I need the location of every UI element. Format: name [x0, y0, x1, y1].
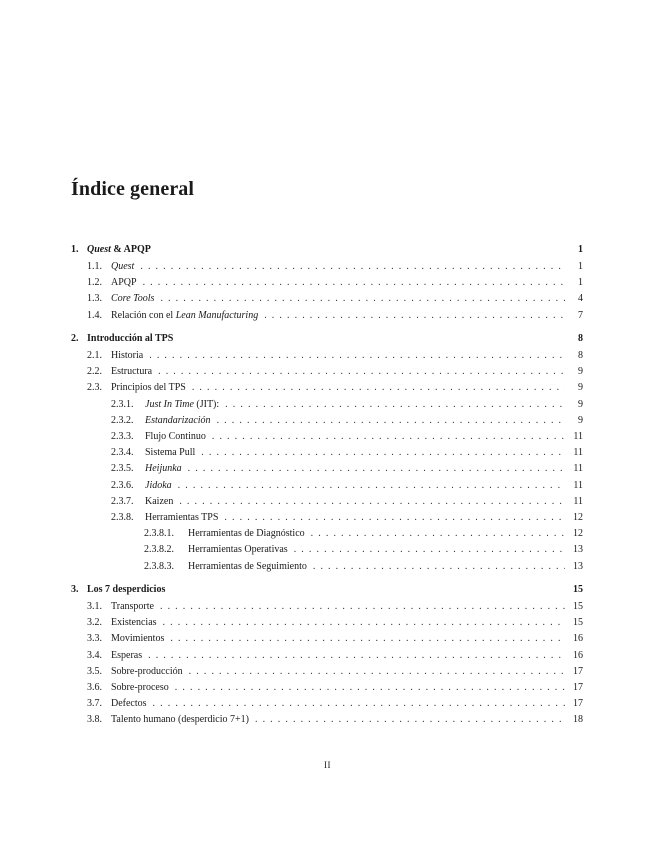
dot-leader	[217, 414, 565, 428]
chapter-page-number: 1	[578, 244, 583, 255]
dot-leader	[212, 430, 565, 444]
section-title	[145, 430, 206, 444]
section-title	[111, 649, 142, 663]
dot-leader	[201, 446, 565, 460]
toc-chapter-entry[interactable]	[71, 243, 583, 257]
entry-title-part: Quest	[111, 261, 135, 272]
toc-section-entry[interactable]	[87, 616, 583, 630]
toc-section-entry[interactable]	[87, 665, 583, 679]
section-title	[111, 697, 147, 711]
section-page-number: 11	[573, 463, 583, 475]
section-number: 2.3.7.	[111, 495, 134, 507]
section-number: 2.3.1.	[111, 398, 134, 410]
section-number: 3.4.	[87, 649, 102, 661]
section-number: 1.1.	[87, 261, 102, 272]
dot-leader	[149, 349, 565, 363]
entry-title-part: Lean Manufacturing	[175, 309, 259, 321]
section-number: 3.1.	[87, 601, 102, 612]
section-page-number: 13	[573, 544, 583, 556]
dot-leader	[179, 495, 565, 509]
chapter-title	[87, 243, 151, 257]
entry-title-part: Esperas	[111, 649, 143, 661]
entry-title-part: Core Tools	[111, 293, 155, 305]
section-page-number: 12	[573, 528, 583, 540]
toc-section-entry[interactable]	[87, 365, 583, 379]
section-page-number: 9	[578, 382, 583, 394]
section-title	[111, 681, 169, 695]
section-number: 2.2.	[87, 366, 102, 378]
dot-leader	[170, 632, 565, 646]
section-number: 3.8.	[87, 714, 102, 726]
dot-leader	[224, 511, 565, 525]
toc-section-entry[interactable]	[111, 511, 583, 525]
dot-leader	[160, 600, 565, 614]
section-title	[111, 632, 164, 646]
section-title	[188, 527, 305, 541]
entry-title-part: Relación con el	[111, 309, 176, 321]
section-title	[188, 560, 307, 574]
section-title	[111, 665, 183, 679]
dot-leader	[188, 462, 565, 476]
toc-section-entry[interactable]	[111, 414, 583, 428]
dot-leader	[153, 697, 565, 711]
dot-leader	[158, 365, 565, 379]
entry-title-part: Principios del TPS	[111, 382, 186, 394]
section-title	[111, 381, 186, 395]
section-title	[111, 260, 134, 274]
section-number: 1.2.	[87, 277, 102, 289]
section-title	[145, 446, 195, 460]
section-title	[145, 398, 219, 412]
dot-leader	[294, 543, 565, 557]
section-page-number: 15	[573, 601, 583, 612]
section-page-number: 1	[578, 277, 583, 289]
toc-section-entry[interactable]	[87, 381, 583, 395]
section-title	[111, 616, 157, 630]
toc-section-entry[interactable]	[111, 398, 583, 412]
chapter-page-number: 15	[573, 584, 583, 595]
dot-leader	[311, 527, 565, 541]
toc-section-entry[interactable]	[87, 649, 583, 663]
dot-leader	[313, 560, 565, 574]
entry-title-part: APQP	[111, 277, 137, 289]
section-number: 2.3.5.	[111, 463, 134, 475]
entry-title-part: Herramientas de Diagnóstico	[188, 528, 305, 540]
section-page-number: 15	[573, 617, 583, 629]
entry-title-part: Herramientas de Seguimiento	[188, 560, 307, 572]
section-title	[145, 414, 211, 428]
section-number: 2.3.2.	[111, 414, 134, 426]
dot-leader	[255, 713, 565, 727]
dot-leader	[140, 260, 565, 274]
section-title	[111, 365, 152, 379]
section-page-number: 13	[573, 560, 583, 572]
section-title	[111, 309, 258, 323]
section-number: 3.2.	[87, 617, 102, 629]
entry-title-part: Sobre-producción	[111, 665, 183, 677]
section-page-number: 17	[573, 698, 583, 710]
section-number: 2.3.3.	[111, 431, 134, 442]
section-number: 1.4.	[87, 309, 102, 321]
entry-title-part: Kaizen	[145, 495, 174, 507]
section-title	[111, 292, 154, 306]
section-page-number: 8	[578, 350, 583, 361]
toc-section-entry[interactable]	[87, 260, 583, 274]
entry-title-part: Talento humano (desperdicio 7+1)	[111, 714, 249, 726]
toc-section-entry[interactable]	[87, 292, 583, 306]
section-page-number: 11	[573, 447, 583, 459]
section-number: 3.3.	[87, 633, 102, 645]
dot-leader	[163, 616, 565, 630]
section-title	[111, 713, 249, 727]
section-title	[145, 462, 182, 476]
chapter-title	[87, 583, 165, 597]
entry-title-part: Estructura	[111, 366, 153, 378]
section-number: 3.5.	[87, 665, 102, 677]
toc-section-entry[interactable]	[87, 697, 583, 711]
section-title	[111, 600, 154, 614]
page-title: Índice general	[71, 178, 195, 200]
toc-section-entry[interactable]	[87, 681, 583, 695]
entry-title-part: Flujo Continuo	[145, 431, 206, 442]
toc-section-entry[interactable]	[111, 495, 583, 509]
entry-title-part: Los 7 desperdicios	[87, 584, 166, 595]
entry-title-part: Heijunka	[145, 463, 182, 475]
section-page-number: 1	[578, 261, 583, 272]
section-page-number: 18	[573, 714, 583, 726]
toc-section-entry[interactable]	[111, 430, 583, 444]
section-title	[145, 511, 218, 525]
toc-section-entry[interactable]	[87, 600, 583, 614]
toc-section-entry[interactable]	[144, 543, 583, 557]
toc-section-entry[interactable]	[87, 349, 583, 363]
entry-title-part: Estandarización	[145, 414, 211, 426]
dot-leader	[178, 479, 565, 493]
entry-title-part: Movimientos	[111, 633, 165, 645]
section-number: 2.3.	[87, 382, 102, 394]
section-title	[111, 349, 143, 363]
chapter-number: 1.	[71, 244, 79, 255]
chapter-number: 3.	[71, 584, 79, 595]
toc-section-entry[interactable]	[111, 462, 583, 476]
section-page-number: 16	[573, 649, 583, 661]
entry-title-part: Herramientas Operativas	[188, 544, 288, 556]
entry-title-part: Jidoka	[145, 479, 172, 491]
toc-chapter-entry[interactable]	[71, 332, 583, 346]
section-number: 1.3.	[87, 293, 102, 305]
section-number: 2.3.4.	[111, 447, 134, 459]
toc-section-entry[interactable]	[87, 309, 583, 323]
section-page-number: 16	[573, 633, 583, 645]
dot-leader	[189, 665, 565, 679]
section-page-number: 9	[578, 366, 583, 378]
section-number: 3.6.	[87, 682, 102, 693]
entry-title-part: Defectos	[111, 698, 147, 710]
section-number: 2.1.	[87, 350, 102, 361]
section-number: 2.3.8.1.	[144, 528, 174, 540]
section-number: 2.3.6.	[111, 479, 134, 491]
section-page-number: 11	[573, 431, 583, 442]
section-page-number: 9	[578, 414, 583, 426]
chapter-number: 2.	[71, 333, 79, 344]
dot-leader	[175, 681, 565, 695]
entry-title-part: Introducción al TPS	[87, 333, 174, 344]
section-title	[145, 479, 172, 493]
page-number: II	[324, 760, 331, 770]
section-title	[145, 495, 173, 509]
dot-leader	[143, 276, 565, 290]
section-page-number: 12	[573, 512, 583, 523]
toc-chapter-entry[interactable]	[71, 583, 583, 597]
section-number: 2.3.8.3.	[144, 560, 174, 572]
dot-leader	[160, 292, 565, 306]
toc-section-entry[interactable]	[144, 527, 583, 541]
dot-leader	[192, 381, 565, 395]
entry-title-part: & APQP	[110, 244, 151, 255]
dot-leader	[225, 398, 565, 412]
chapter-page-number: 8	[578, 333, 583, 344]
toc-section-entry[interactable]	[87, 276, 583, 290]
toc-section-entry[interactable]	[87, 713, 583, 727]
dot-leader	[148, 649, 565, 663]
toc-section-entry[interactable]	[87, 632, 583, 646]
entry-title-part: Existencias	[111, 617, 157, 629]
entry-title-part: Historia	[111, 350, 144, 361]
chapter-title	[87, 332, 173, 346]
section-page-number: 4	[578, 293, 583, 305]
section-page-number: 11	[573, 495, 583, 507]
section-number: 2.3.8.2.	[144, 544, 174, 556]
section-title	[188, 543, 288, 557]
entry-title-part: Just In Time	[145, 398, 194, 410]
section-page-number: 9	[578, 398, 583, 410]
entry-title-part: Herramientas TPS	[145, 512, 219, 523]
dot-leader	[264, 309, 565, 323]
entry-title-part: Sobre-proceso	[111, 682, 169, 693]
section-page-number: 17	[573, 682, 583, 693]
section-title	[111, 276, 137, 290]
toc-section-entry[interactable]	[111, 446, 583, 460]
entry-title-part: Quest	[87, 244, 111, 255]
section-number: 3.7.	[87, 698, 102, 710]
toc-section-entry[interactable]	[144, 560, 583, 574]
section-page-number: 7	[578, 309, 583, 321]
entry-title-part: (JIT):	[193, 398, 220, 410]
entry-title-part: Transporte	[111, 601, 154, 612]
section-page-number: 17	[573, 665, 583, 677]
section-number: 2.3.8.	[111, 512, 134, 523]
section-page-number: 11	[573, 479, 583, 491]
toc-section-entry[interactable]	[111, 479, 583, 493]
entry-title-part: Sistema Pull	[145, 447, 196, 459]
